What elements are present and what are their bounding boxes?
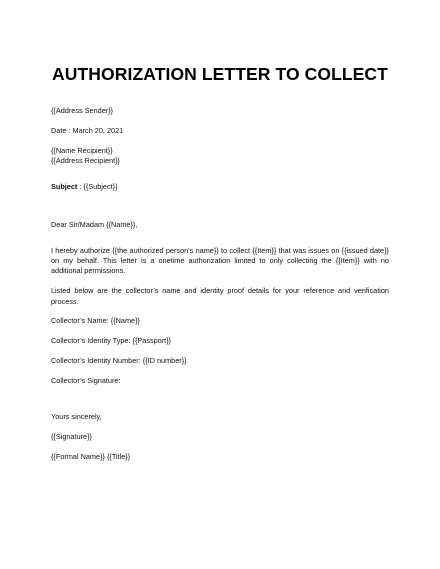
recipient-block [51, 146, 389, 166]
formal-name-title: {{Formal Name}} {{Title}} [51, 451, 131, 461]
body-paragraph-2: Listed below are the collector’s name and identity proof details for your reference and verification process. [51, 286, 389, 306]
address-sender: {{Address Sender}} [51, 106, 114, 115]
name-recipient: {{Name Recipient}} [51, 145, 113, 155]
subject-label: Subject [51, 182, 78, 192]
closing: Yours sincerely, [51, 411, 102, 421]
body-paragraph-1: I hereby authorize {{the authorized person’s name}} to collect {{Item}} that was issues on {{issued date}} on my behalf. This letter is a onetime authorization limited to only collecting the {{Item}} with no additional permissions. [51, 245, 389, 276]
address-recipient: {{Address Recipient}} [51, 156, 120, 166]
collector-name: Collector’s Name: {{Name}} [51, 315, 140, 325]
subject-line [51, 182, 389, 192]
letter-title: AUTHORIZATION LETTER TO COLLECT [52, 64, 388, 84]
greeting: Dear Sir/Madam {{Name}}, [51, 219, 138, 229]
subject-value: : {{Subject}} [77, 182, 118, 192]
collector-identity-number: Collector’s Identity Number: {{ID number}} [51, 356, 187, 366]
collector-identity-type: Collector’s Identity Type: {{Passport}} [51, 335, 172, 345]
collector-signature: Collector’s Signature: [51, 376, 121, 386]
letter-date: Date : March 20, 2021 [51, 125, 124, 135]
signature: {{Signature}} [51, 431, 92, 441]
